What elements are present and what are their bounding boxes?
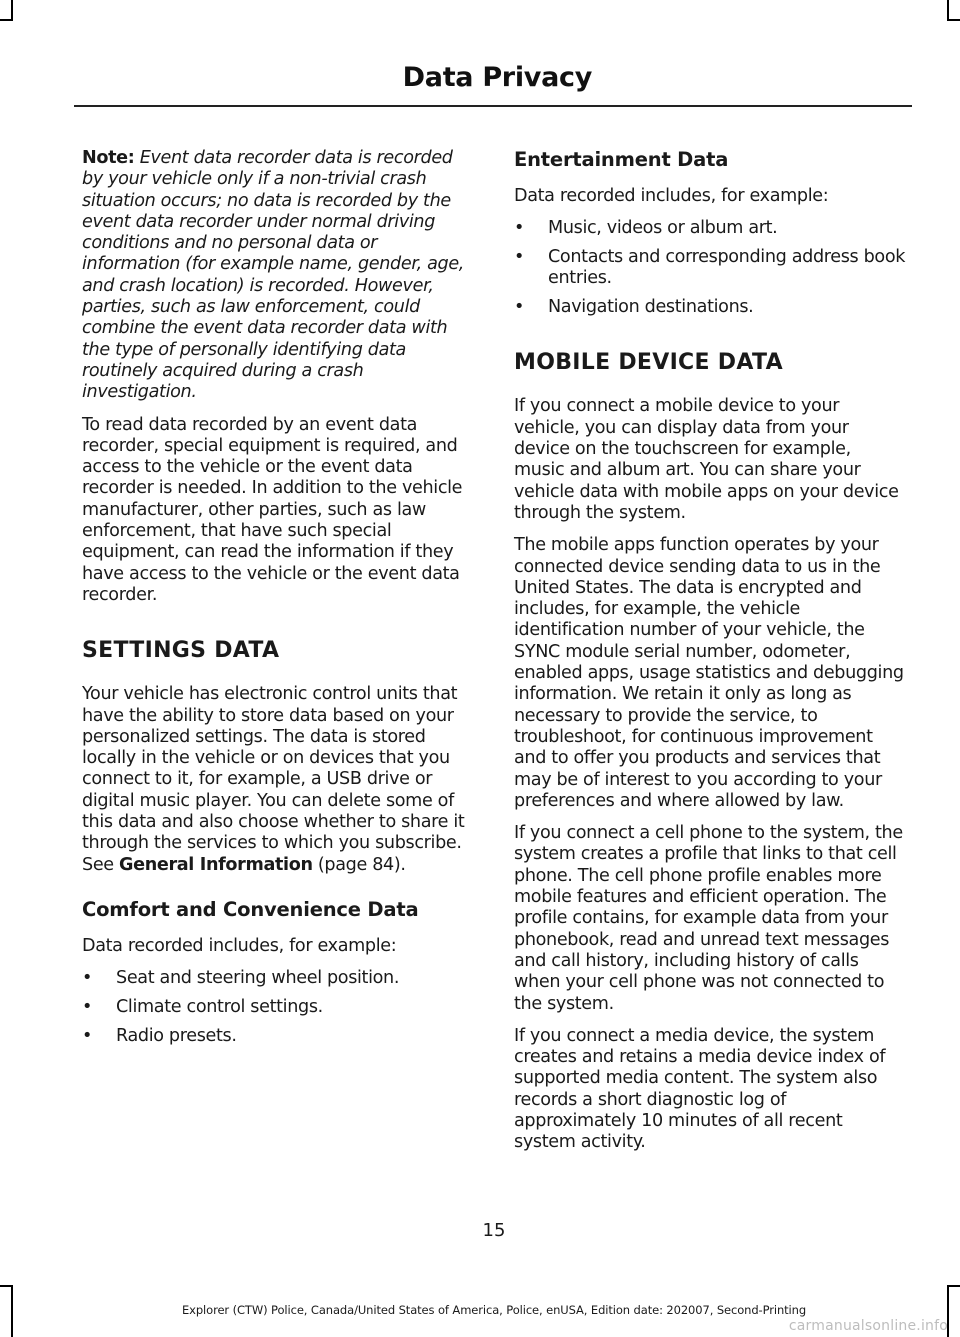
note-text: Event data recorder data is recorded by your vehicle only if a non-trivial crash situation occurs; no data is recorded by the event data recorder under normal driving conditions and no personal data or information (for example name, gender, age, and crash location) is recorded. However, parties, such as law enforcement, could combine the event data recorder data with the type of personally identifying data routinely acquired during a crash investigation. [82,148,465,403]
crop-mark [0,19,13,21]
bullet-icon: • [82,997,93,1017]
bullet-icon: • [82,1025,93,1046]
settings-page-ref: (page 84). [312,854,406,875]
bullet-icon: • [82,968,93,989]
list-item [82,968,474,989]
settings-text: Your vehicle has electronic control units that have the ability to store data based on your personalized settings. The data is stored locally in the vehicle or on devices that you connect to it, for example, a USB drive or digital music player. You can delete some of this data and also choose whether to share it through the services to which you subscribe. See [82,684,465,875]
edr-access-paragraph: To read data recorded by an event data recorder, special equipment is required, and access to the vehicle or the event data recorder is needed. In addition to the vehicle manufacturer, other parties, such as law enforcement, that have such special equipment, can read the information if they have access to the vehicle or the event data recorder. [82,414,463,605]
header-divider [74,105,912,107]
list-item-text: Music, videos or album art. [548,218,778,239]
right-column [514,148,906,1165]
note-paragraph [82,148,474,404]
crop-mark [11,0,13,20]
footer-text: Explorer (CTW) Police, Canada/United States of America, Police, enUSA, Edition date: 202007, Second-Printing [181,1303,807,1317]
settings-data-heading: SETTINGS DATA [82,638,280,664]
bullet-icon: • [514,218,525,239]
entertainment-intro: Data recorded includes, for example: [514,186,829,206]
settings-data-paragraph [82,684,474,876]
comfort-heading: Comfort and Convenience Data [82,897,419,921]
list-item-text: Navigation destinations. [548,297,754,318]
list-item-text: Climate control settings. [116,997,323,1017]
mobile-paragraph-3: If you connect a cell phone to the system, the system creates a profile that links to that cell phone. The cell phone profile enables more mobile features and efficient operation. The profile contains, for example data from your phonebook, read and unread text messages and call history, including history of calls when your cell phone was not connected to the system. [514,823,903,1014]
crop-mark [947,19,960,21]
list-item [82,1026,474,1047]
comfort-list [82,968,474,1047]
crop-mark [0,1285,13,1287]
note-label: Note: [82,148,135,168]
list-item-text: Radio presets. [116,1025,237,1046]
list-item-text: Contacts and corresponding address book entries. [548,247,906,289]
bullet-icon: • [514,297,525,318]
mobile-device-heading: MOBILE DEVICE DATA [514,350,783,376]
page-title: Data Privacy [402,62,592,93]
general-information-link[interactable]: General Information [119,854,313,875]
list-item [82,997,474,1018]
crop-mark [947,0,949,20]
crop-mark [947,1285,960,1287]
list-item [514,247,906,290]
entertainment-heading: Entertainment Data [514,148,729,171]
watermark: carmanualsonline.info [788,1318,948,1334]
bullet-icon: • [514,247,525,268]
mobile-paragraph-1: If you connect a mobile device to your vehicle, you can display data from your device on the touchscreen for example, music and album art. You can share your vehicle data with mobile apps on your device through the system. [514,396,899,523]
page-number: 15 [482,1220,506,1241]
list-item-text: Seat and steering wheel position. [116,968,400,989]
mobile-paragraph-2: The mobile apps function operates by your connected device sending data to us in the United States. The data is encrypted and includes, for example, the vehicle identification number of your vehicle, the SYNC module serial number, odometer, enabled apps, usage statistics and debugging information. We retain it only as long as necessary to provide the service, to troubleshoot, for continuous improvement and to offer you products and services that may be of interest to you according to your preferences and where allowed by law. [514,535,904,811]
mobile-paragraph-4: If you connect a media device, the system creates and retains a media device index of supported media content. The system also records a short diagnostic log of approximately 10 minutes of all recent system activity. [514,1025,886,1153]
left-column [82,148,474,1058]
list-item [514,297,906,318]
entertainment-list [514,218,906,318]
comfort-intro: Data recorded includes, for example: [82,935,397,956]
list-item [514,218,906,239]
